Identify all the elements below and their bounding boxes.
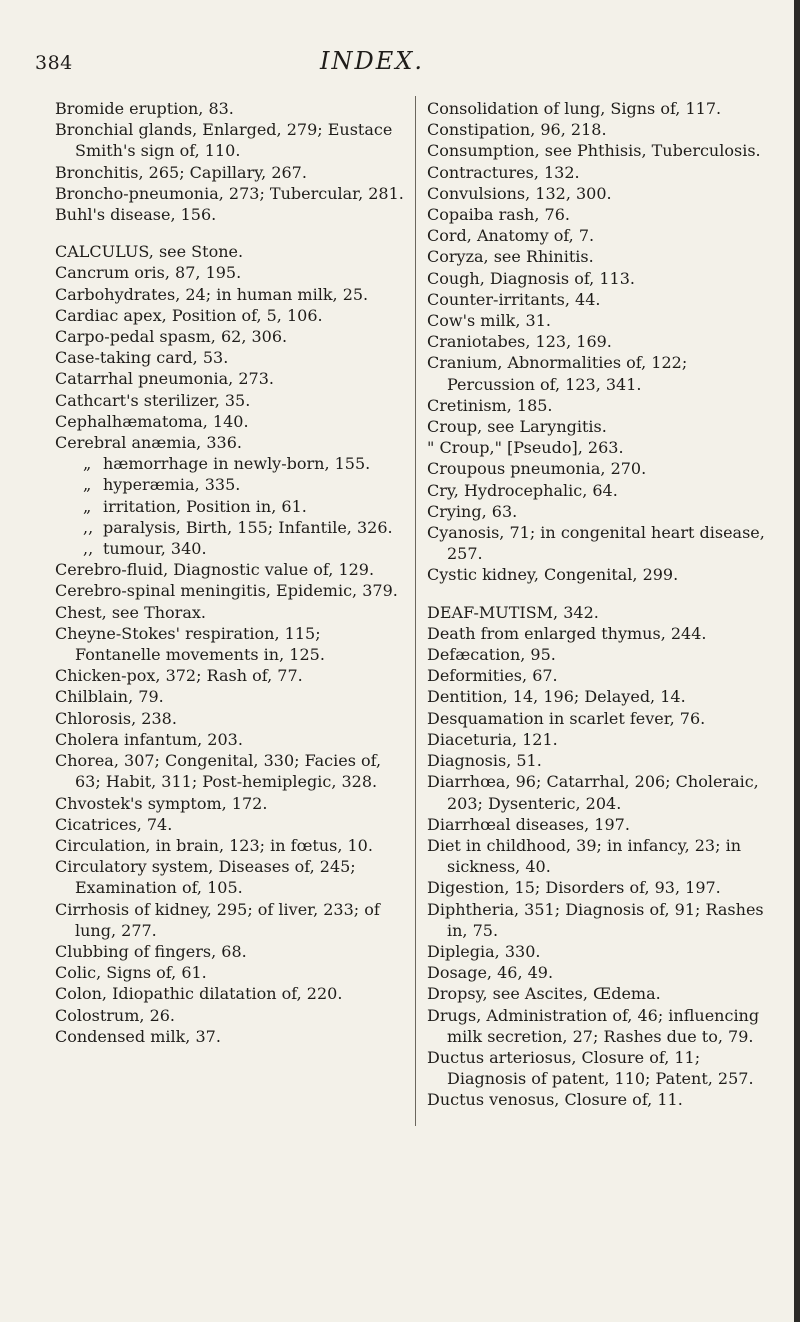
index-entry-text: Cry, Hydrocephalic, 64.: [427, 480, 618, 500]
index-entry-text: Cranium, Abnormalities of, 122; Percussion of, 123, 341.: [427, 353, 688, 394]
index-entry-text: DEAF-MUTISM, 342.: [427, 602, 599, 622]
ditto-mark: „: [83, 496, 92, 516]
index-entry: [427, 246, 772, 267]
index-entry-text: Cholera infantum, 203.: [55, 729, 243, 749]
index-entry-text: Buhl's disease, 156.: [55, 205, 217, 225]
index-entry-text: Diarrhœal diseases, 197.: [427, 814, 630, 834]
index-entry-text: Cardiac apex, Position of, 5, 106.: [55, 305, 323, 325]
index-entry-text: Dentition, 14, 196; Delayed, 14.: [427, 687, 686, 707]
index-entry: [427, 458, 772, 479]
index-entry-text: Cephalhæmatoma, 140.: [55, 411, 249, 431]
index-entry: [427, 204, 772, 225]
index-entry-text: Chvostek's symptom, 172.: [55, 793, 268, 813]
index-entry: [427, 268, 772, 289]
column-divider: [415, 96, 416, 1126]
index-entry-text: Deformities, 67.: [427, 666, 558, 686]
index-entry: [55, 623, 405, 665]
index-entry-text: Condensed milk, 37.: [55, 1026, 221, 1046]
index-entry-text: Copaiba rash, 76.: [427, 205, 570, 225]
ditto-mark: ,,: [83, 539, 94, 559]
index-entry: [55, 390, 405, 411]
index-column-right: [427, 98, 772, 1111]
index-entry: [427, 623, 772, 644]
index-entry-text: " Croup," [Pseudo], 263.: [427, 438, 624, 458]
index-entry-text: Carpo-pedal spasm, 62, 306.: [55, 327, 288, 347]
index-entry-text: paralysis, Birth, 155; Infantile, 326.: [103, 517, 393, 537]
index-entry-text: Colic, Signs of, 61.: [55, 963, 207, 983]
index-entry-text: Cystic kidney, Congenital, 299.: [427, 565, 679, 585]
index-entry: [55, 538, 405, 559]
index-entry: [55, 496, 405, 517]
index-entry: [427, 310, 772, 331]
index-entry-text: Craniotabes, 123, 169.: [427, 332, 612, 352]
ditto-mark: „: [83, 475, 92, 495]
index-entry-text: Bronchitis, 265; Capillary, 267.: [55, 162, 307, 182]
index-entry: [427, 729, 772, 750]
index-entry-text: Cirrhosis of kidney, 295; of liver, 233; of lung, 277.: [55, 899, 380, 940]
index-entry-text: Clubbing of fingers, 68.: [55, 941, 247, 961]
index-entry-text: Case-taking card, 53.: [55, 348, 229, 368]
index-entry-text: Consumption, see Phthisis, Tuberculosis.: [427, 141, 761, 161]
index-entry-text: Cord, Anatomy of, 7.: [427, 226, 595, 246]
index-entry-text: Diagnosis, 51.: [427, 751, 542, 771]
index-entry: [427, 331, 772, 352]
index-entry-text: Cerebro-spinal meningitis, Epidemic, 379.: [55, 581, 398, 601]
index-entry: [55, 962, 405, 983]
running-head: INDEX.: [320, 47, 424, 75]
index-entry-text: Cerebro-fluid, Diagnostic value of, 129.: [55, 560, 375, 580]
index-entry-text: Constipation, 96, 218.: [427, 120, 607, 140]
index-entry: [55, 326, 405, 347]
index-entry: [55, 474, 405, 495]
index-entry-text: Counter-irritants, 44.: [427, 289, 601, 309]
index-entry-text: Circulation, in brain, 123; in fœtus, 10.: [55, 835, 373, 855]
index-entry: [55, 665, 405, 686]
index-entry-text: Broncho-pneumonia, 273; Tubercular, 281.: [55, 183, 404, 203]
index-entry-text: Ductus arteriosus, Closure of, 11; Diagnosis of patent, 110; Patent, 257.: [427, 1047, 754, 1089]
index-entry-text: Dosage, 46, 49.: [427, 963, 554, 983]
index-entry: [427, 395, 772, 416]
index-entry: [427, 686, 772, 707]
index-entry: [55, 559, 405, 580]
index-entry-text: tumour, 340.: [103, 539, 207, 559]
page-number: 384: [35, 52, 73, 74]
index-entry: [55, 814, 405, 835]
index-entry: [55, 162, 405, 183]
index-entry: [55, 983, 405, 1004]
index-entry: [427, 1089, 772, 1110]
index-entry-text: Cretinism, 185.: [427, 395, 553, 415]
index-entry: [427, 416, 772, 437]
index-entry: [427, 289, 772, 310]
index-entry-text: Diphtheria, 351; Diagnosis of, 91; Rashes in, 75.: [427, 899, 764, 940]
index-entry-text: Cow's milk, 31.: [427, 311, 551, 331]
index-entry: [55, 262, 405, 283]
index-entry: [55, 580, 405, 601]
index-entry: [427, 962, 772, 983]
index-entry: [55, 1005, 405, 1026]
index-entry-text: hæmorrhage in newly-born, 155.: [103, 454, 371, 474]
index-entry-text: CALCULUS, see Stone.: [55, 242, 244, 262]
index-entry: [55, 432, 405, 453]
index-entry-text: Chicken-pox, 372; Rash of, 77.: [55, 666, 303, 686]
index-entry-text: Diet in childhood, 39; in infancy, 23; in sickness, 40.: [427, 835, 741, 877]
index-entry-text: Desquamation in scarlet fever, 76.: [427, 708, 706, 728]
index-entry-text: Diarrhœa, 96; Catarrhal, 206; Choleraic, 203; Dysenteric, 204.: [427, 772, 759, 813]
index-entry: [55, 183, 405, 204]
index-entry-text: hyperæmia, 335.: [103, 475, 241, 495]
index-entry-text: Cheyne-Stokes' respiration, 115; Fontanelle movements in, 125.: [55, 623, 325, 665]
index-entry: [427, 162, 772, 183]
index-entry: [427, 814, 772, 835]
index-entry: [55, 284, 405, 305]
index-entry: [427, 1047, 772, 1089]
index-entry-text: Dropsy, see Ascites, Œdema.: [427, 984, 661, 1004]
index-entry-text: Death from enlarged thymus, 244.: [427, 623, 707, 643]
index-entry: [427, 665, 772, 686]
index-entry: [55, 98, 405, 119]
index-entry-text: Chilblain, 79.: [55, 687, 164, 707]
index-entry: [427, 564, 772, 585]
index-entry-text: Colon, Idiopathic dilatation of, 220.: [55, 984, 343, 1004]
index-entry-text: Cancrum oris, 87, 195.: [55, 263, 242, 283]
index-entry-text: Circulatory system, Diseases of, 245; Examination of, 105.: [55, 857, 356, 898]
index-entry: [55, 835, 405, 856]
index-entry: [427, 750, 772, 771]
index-entry: [55, 686, 405, 707]
index-entry: [55, 856, 405, 898]
index-entry-text: Drugs, Administration of, 46; influencing milk secretion, 27; Rashes due to, 79.: [427, 1005, 760, 1046]
index-entry-text: Chest, see Thorax.: [55, 602, 206, 622]
index-entry: [427, 501, 772, 522]
index-entry-text: Cerebral anæmia, 336.: [55, 433, 242, 453]
index-entry: [55, 729, 405, 750]
index-entry: [427, 602, 772, 623]
index-entry: [55, 708, 405, 729]
index-entry: [427, 225, 772, 246]
index-entry: [55, 119, 405, 161]
index-entry: [427, 983, 772, 1004]
index-entry-text: Bromide eruption, 83.: [55, 99, 234, 118]
ditto-mark: ,,: [83, 517, 94, 537]
index-entry-text: Coryza, see Rhinitis.: [427, 247, 594, 267]
index-entry-text: Diplegia, 330.: [427, 941, 541, 961]
index-entry-text: Consolidation of lung, Signs of, 117.: [427, 99, 722, 118]
index-entry: [55, 941, 405, 962]
index-entry: [55, 453, 405, 474]
index-entry-text: Ductus venosus, Closure of, 11.: [427, 1090, 683, 1110]
index-entry: [55, 305, 405, 326]
index-entry-text: Chorea, 307; Congenital, 330; Facies of, 63; Habit, 311; Post-hemiplegic, 328.: [55, 751, 382, 792]
index-entry: [55, 368, 405, 389]
index-entry-text: Colostrum, 26.: [55, 1005, 176, 1025]
index-entry: [427, 835, 772, 877]
index-entry-text: Cathcart's sterilizer, 35.: [55, 390, 251, 410]
index-entry-text: Catarrhal pneumonia, 273.: [55, 369, 274, 389]
index-entry: [427, 899, 772, 941]
index-entry-text: Cyanosis, 71; in congenital heart disease, 257.: [427, 523, 765, 564]
ditto-mark: „: [83, 454, 92, 474]
index-entry-text: Bronchial glands, Enlarged, 279; Eustace Smith's sign of, 110.: [55, 120, 393, 161]
index-entry: [55, 411, 405, 432]
index-entry: [427, 119, 772, 140]
index-entry-text: Digestion, 15; Disorders of, 93, 197.: [427, 878, 721, 898]
index-entry-text: Diaceturia, 121.: [427, 729, 558, 749]
index-entry: [55, 241, 405, 262]
index-entry: [55, 793, 405, 814]
index-entry-text: Cough, Diagnosis of, 113.: [427, 268, 635, 288]
index-entry-text: Chlorosis, 238.: [55, 708, 177, 728]
index-entry: [427, 183, 772, 204]
page-edge: [794, 0, 800, 1322]
index-entry: [55, 204, 405, 225]
index-entry-text: irritation, Position in, 61.: [103, 496, 307, 516]
index-entry: [427, 437, 772, 458]
index-entry: [427, 771, 772, 813]
index-entry-text: Defæcation, 95.: [427, 645, 556, 665]
index-entry-text: Croupous pneumonia, 270.: [427, 459, 647, 479]
index-entry: [55, 517, 405, 538]
index-entry: [55, 1026, 405, 1047]
index-entry: [427, 98, 772, 119]
index-entry: [427, 1005, 772, 1047]
index-entry: [55, 750, 405, 792]
index-entry-text: Croup, see Laryngitis.: [427, 417, 607, 437]
index-entry: [55, 602, 405, 623]
index-column-left: [55, 98, 405, 1047]
index-entry: [427, 140, 772, 161]
index-entry: [427, 941, 772, 962]
index-entry-text: Convulsions, 132, 300.: [427, 183, 612, 203]
index-entry-text: Carbohydrates, 24; in human milk, 25.: [55, 284, 369, 304]
index-entry: [427, 644, 772, 665]
index-entry: [55, 899, 405, 941]
index-entry: [427, 708, 772, 729]
index-entry-text: Crying, 63.: [427, 501, 518, 521]
index-entry: [427, 522, 772, 564]
index-entry: [55, 347, 405, 368]
index-entry: [427, 480, 772, 501]
index-entry-text: Cicatrices, 74.: [55, 814, 173, 834]
index-entry-text: Contractures, 132.: [427, 162, 580, 182]
index-entry: [427, 352, 772, 394]
index-entry: [427, 877, 772, 898]
